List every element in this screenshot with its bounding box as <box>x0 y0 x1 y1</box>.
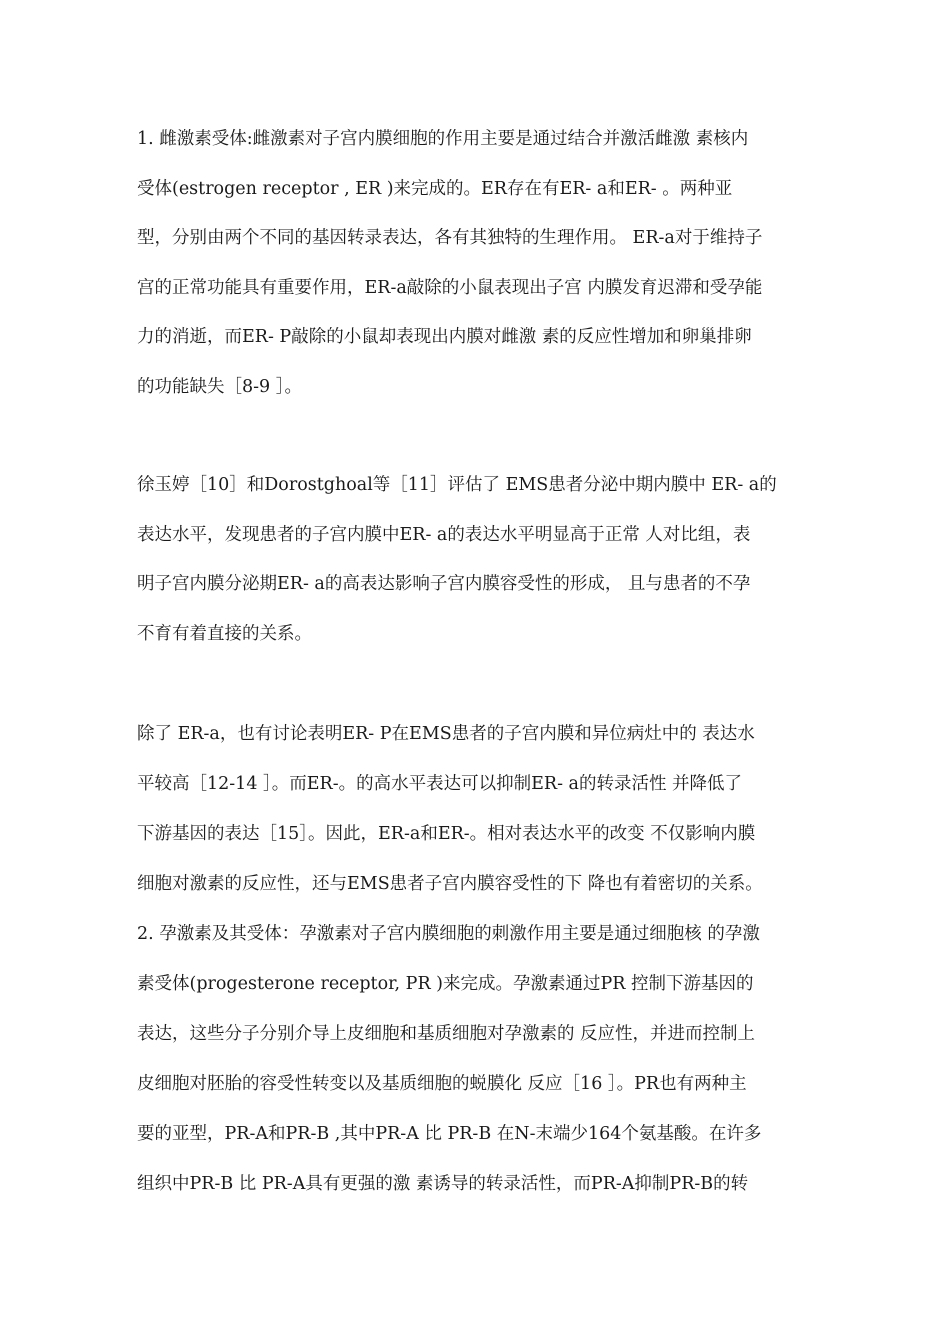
text-line: 2. 孕激素及其受体：孕激素对子宫内膜细胞的刺激作用主要是通过细胞核 的孕激 <box>137 924 760 944</box>
text-line: 明子宫内膜分泌期ER- a的高表达影响子宫内膜容受性的形成， 且与患者的不孕 <box>137 574 751 594</box>
text-line: 不育有着直接的关系。 <box>137 624 312 644</box>
text-line: 皮细胞对胚胎的容受性转变以及基质细胞的蜕膜化 反应［16 ］。PR也有两种主 <box>137 1074 747 1094</box>
text-line: 受体(estrogen receptor , ER )来完成的。ER存在有ER- a和ER- 。两种亚 <box>137 179 733 199</box>
text-line: 除了 ER-a，也有讨论表明ER- P在EMS患者的子宫内膜和异位病灶中的 表达水 <box>137 724 755 744</box>
text-line: 细胞对激素的反应性，还与EMS患者子宫内膜容受性的下 降也有着密切的关系。 <box>137 874 763 894</box>
text-line: 要的亚型，PR-A和PR-B ,其中PR-A 比 PR-B 在N-末端少164个氨基酸。在许多 <box>137 1124 762 1144</box>
text-line: 组织中PR-B 比 PR-A具有更强的激 素诱导的转录活性，而PR-A抑制PR-B的转 <box>137 1174 749 1194</box>
text-line: 力的消逝，而ER- P敲除的小鼠却表现出内膜对雌激 素的反应性增加和卵巢排卵 <box>137 327 752 347</box>
text-line: 平较高［12-14 ］。而ER-。的高水平表达可以抑制ER- a的转录活性 并降低了 <box>137 774 743 794</box>
text-line: 表达水平，发现患者的子宫内膜中ER- a的表达水平明显高于正常 人对比组，表 <box>137 525 751 545</box>
text-line: 下游基因的表达［15］。因此，ER-a和ER-。相对表达水平的改变 不仅影响内膜 <box>137 824 756 844</box>
text-line: 宫的正常功能具有重要作用，ER-a敲除的小鼠表现出子宫 内膜发育迟滞和受孕能 <box>137 278 763 298</box>
text-line: 素受体(progesterone receptor, PR )来完成。孕激素通过PR 控制下游基因的 <box>137 974 754 994</box>
text-line: 表达，这些分子分别介导上皮细胞和基质细胞对孕激素的 反应性，并进而控制上 <box>137 1024 756 1044</box>
text-line: 的功能缺失［8-9 ］。 <box>137 377 302 397</box>
text-line: 型，分别由两个不同的基因转录表达，各有其独特的生理作用。 ER-a对于维持子 <box>137 228 763 248</box>
text-line: 1. 雌激素受体:雌激素对子宫内膜细胞的作用主要是通过结合并激活雌激 素核内 <box>137 129 749 149</box>
text-line: 徐玉婷［10］和Dorostghoal等［11］评估了 EMS患者分泌中期内膜中 ER- a的 <box>137 475 777 495</box>
